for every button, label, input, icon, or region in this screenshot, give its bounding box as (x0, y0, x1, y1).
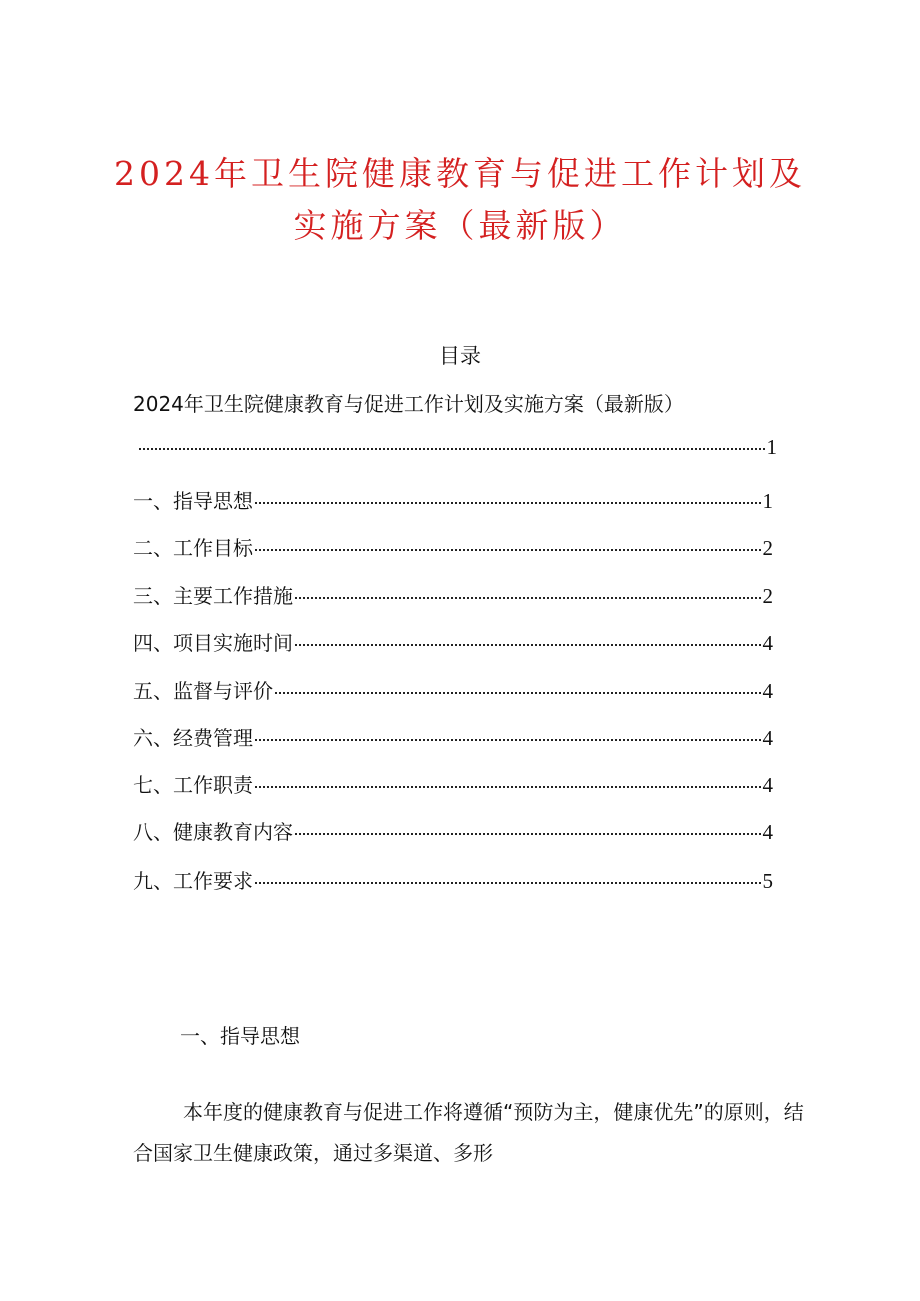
toc-heading: 目录 (439, 344, 481, 368)
toc-page-number: 4 (762, 726, 773, 750)
body-paragraph: 本年度的健康教育与促进工作将遵循“预防为主，健康优先”的原则，结合国家卫生健康政策，通过多渠道、多形 (133, 1100, 804, 1165)
toc-leader (255, 739, 761, 741)
section-heading: 一、指导思想 (180, 1024, 300, 1048)
document-title-line1: 2024年卫生院健康教育与促进工作计划及 (114, 154, 806, 193)
toc-entry[interactable] (133, 865, 773, 895)
toc-entry[interactable] (133, 485, 773, 515)
toc-entry[interactable] (133, 722, 773, 752)
toc-leader (295, 597, 761, 599)
toc-entry-label: 三、主要工作措施 (133, 584, 293, 608)
toc-entry-label: 八、健康教育内容 (133, 820, 293, 844)
toc-leader (295, 644, 761, 646)
toc-page-number: 4 (762, 679, 773, 703)
toc-entry[interactable] (133, 532, 773, 562)
toc-entry-label: 二、工作目标 (133, 536, 253, 560)
toc-entry-label: 六、经费管理 (133, 726, 253, 750)
toc-entry[interactable] (133, 769, 773, 799)
toc-entry-label: 九、工作要求 (133, 869, 253, 893)
toc-page-number: 1 (766, 435, 777, 459)
toc-entry-label: 五、监督与评价 (133, 679, 273, 703)
toc-leader (255, 882, 761, 884)
toc-main-title-page-row[interactable] (137, 435, 777, 465)
toc-page-number: 2 (762, 584, 773, 608)
toc-leader (255, 786, 761, 788)
toc-entry[interactable] (133, 675, 773, 705)
toc-page-number: 5 (762, 869, 773, 893)
toc-leader (255, 549, 761, 551)
toc-page-number: 2 (762, 536, 773, 560)
toc-entry-label: 一、指导思想 (133, 489, 253, 513)
toc-page-number: 1 (762, 489, 773, 513)
toc-leader (275, 692, 761, 694)
toc-main-title: 2024年卫生院健康教育与促进工作计划及实施方案（最新版） (133, 392, 684, 416)
toc-page-number: 4 (762, 631, 773, 655)
toc-entry-label: 四、项目实施时间 (133, 631, 293, 655)
toc-entry[interactable] (133, 627, 773, 657)
toc-entry[interactable] (133, 580, 773, 610)
toc-leader (295, 833, 761, 835)
toc-leader (255, 502, 761, 504)
toc-entry-label: 七、工作职责 (133, 773, 253, 797)
document-title-line2: 实施方案（最新版） (293, 206, 627, 245)
toc-page-number: 4 (762, 820, 773, 844)
toc-entry[interactable] (133, 816, 773, 846)
toc-leader (139, 448, 765, 450)
toc-page-number: 4 (762, 773, 773, 797)
